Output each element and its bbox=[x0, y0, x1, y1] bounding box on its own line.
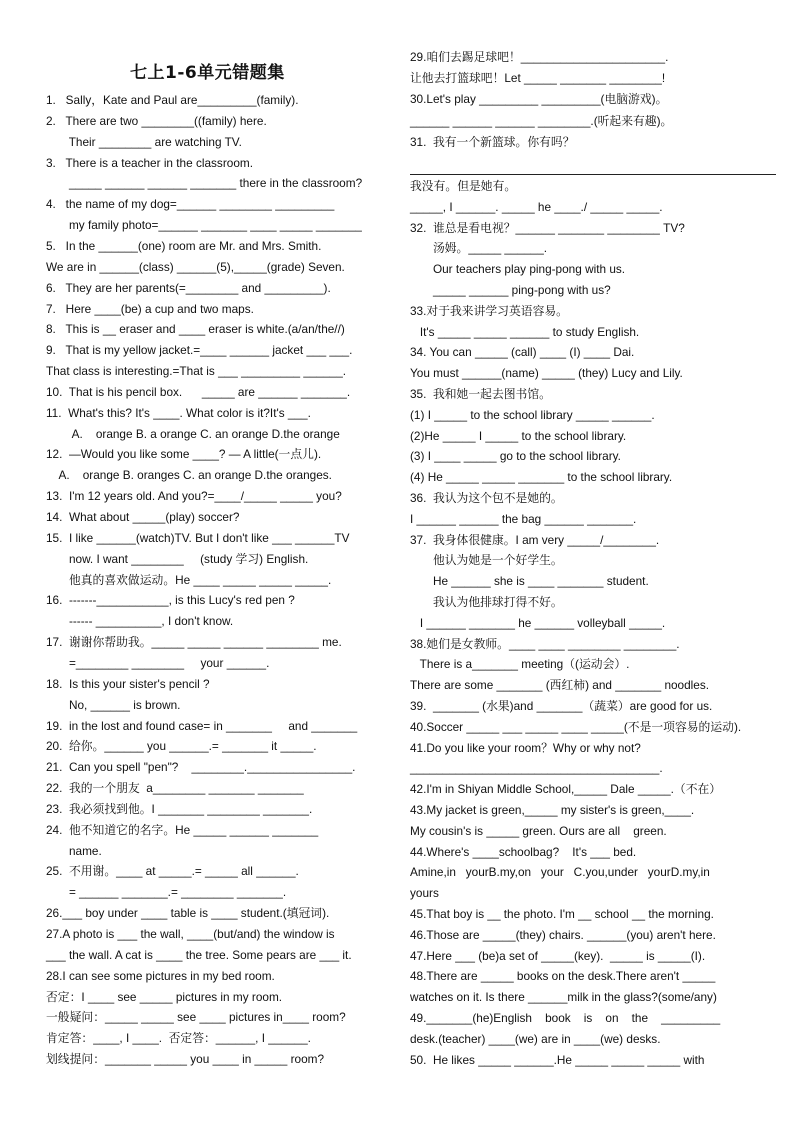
question-line: 9. That is my yellow jacket.=____ ______ jacket ___ ___. bbox=[46, 343, 353, 358]
question-line: 42.I'm in Shiyan Middle School,_____ Dale _____.（不在） bbox=[410, 782, 722, 797]
question-line: 15. I like ______(watch)TV. But I don't like ___ ______TV bbox=[46, 530, 350, 545]
question-line: 12. —Would you like some ____? — A little(一点儿). bbox=[46, 447, 322, 462]
question-line: 32. 谁总是看电视？______ _______ ________ TV? bbox=[410, 220, 685, 235]
question-line: 48.There are _____ books on the desk.There aren't _____ bbox=[410, 969, 716, 984]
question-line: = ______ _______.= ________ _______. bbox=[46, 885, 287, 900]
question-line: 29.咱们去踢足球吧！______________________. bbox=[410, 50, 669, 64]
question-line: 汤姆。_____ ______. bbox=[410, 241, 548, 256]
question-line: 3. There is a teacher in the classroom. bbox=[46, 155, 253, 170]
question-line: 30.Let's play _________ _________(电脑游戏)。 bbox=[410, 92, 668, 107]
question-line: We are in ______(class) ______(5),_____(grade) Seven. bbox=[46, 259, 345, 274]
question-line: 1. Sally，Kate and Paul are_________(family). bbox=[46, 93, 299, 107]
question-line: 2. There are two ________((family) here. bbox=[46, 113, 267, 128]
question-line: 37. 我身体很健康。I am very _____/________. bbox=[410, 532, 660, 547]
question-line: 40.Soccer _____ ___ _____ ____ _____(不是一项容易的运动). bbox=[410, 719, 742, 734]
question-line: _____ ______ ______ _______ there in the classroom? bbox=[46, 176, 363, 191]
question-line: Our teachers play ping-pong with us. bbox=[410, 262, 626, 277]
question-line: 18. Is this your sister's pencil ? bbox=[46, 676, 210, 691]
question-line: 19. in the lost and found case= in _______ and _______ bbox=[46, 718, 358, 733]
question-line: 划线提问：_______ _____ you ____ in _____ room? bbox=[46, 1052, 325, 1067]
question-line: 46.Those are _____(they) chairs. ______(you) aren't here. bbox=[410, 927, 716, 942]
question-line: 5. In the ______(one) room are Mr. and Mrs. Smith. bbox=[46, 238, 322, 253]
question-line: I ______ _______ he ______ volleyball _____. bbox=[410, 615, 666, 630]
question-line: ___ the wall. A cat is ____ the tree. Some pears are ___ it. bbox=[46, 947, 352, 962]
question-line: =________ ________ your ______. bbox=[46, 655, 270, 670]
question-line: 8. This is __ eraser and ____ eraser is white.(a/an/the//) bbox=[46, 322, 345, 337]
question-line: ------ __________, I don't know. bbox=[46, 614, 234, 629]
question-line: 一般疑问：_____ _____ see ____ pictures in____ room? bbox=[46, 1010, 346, 1025]
question-line: (2)He _____ I _____ to the school library. bbox=[410, 428, 627, 443]
question-line: I ______ ______ the bag ______ _______. bbox=[410, 511, 637, 526]
question-line: 20. 给你。______ you ______.= _______ it _____. bbox=[46, 739, 317, 754]
question-line: 肯定答：____, I ____. 否定答：______, I ______. bbox=[46, 1031, 311, 1046]
question-line: 34. You can _____ (call) ____ (I) ____ Dai. bbox=[410, 345, 635, 360]
question-line: 26.___ boy under ____ table is ____ student.(填冠词). bbox=[46, 906, 330, 921]
question-line: My cousin's is _____ green. Ours are all green. bbox=[410, 823, 667, 838]
question-line: 10. That is his pencil box. _____ are ______ _______. bbox=[46, 384, 351, 399]
question-line: yours bbox=[410, 886, 439, 901]
question-line: 11. What's this? It's ____. What color is it?It's ___. bbox=[46, 405, 311, 420]
question-line: 24. 他不知道它的名字。He _____ ______ _______ bbox=[46, 822, 319, 837]
question-line: 23. 我必须找到他。I _______ ________ _______. bbox=[46, 801, 313, 816]
question-line: It's _____ _____ ______ to study English. bbox=[410, 324, 640, 339]
question-line: No, ______ is brown. bbox=[46, 697, 181, 712]
question-line: 让他去打篮球吧！Let _____ _______ ________! bbox=[410, 71, 666, 86]
question-line: 27.A photo is ___ the wall, ____(but/and) the window is bbox=[46, 927, 335, 941]
question-line: A. orange B. oranges C. an orange D.the oranges. bbox=[46, 468, 332, 483]
question-line: 6. They are her parents(=________ and _________). bbox=[46, 280, 331, 295]
question-line: 14. What about _____(play) soccer? bbox=[46, 510, 240, 524]
question-line: 25. 不用谢。____ at _____.= _____ all ______. bbox=[46, 864, 299, 879]
question-line: 16. -------___________, is this Lucy's red pen ? bbox=[46, 593, 295, 608]
question-line: 7. Here ____(be) a cup and two maps. bbox=[46, 301, 254, 316]
question-line: (4) He _____ _____ _______ to the school library. bbox=[410, 470, 673, 485]
question-line: 45.That boy is __ the photo. I'm __ school __ the morning. bbox=[410, 907, 714, 921]
question-line: 我认为他排球打得不好。 bbox=[410, 595, 563, 609]
question-line: 43.My jacket is green,_____ my sister's is green,____. bbox=[410, 803, 695, 817]
question-line: 他认为她是一个好学生。 bbox=[410, 553, 563, 568]
question-line: 33.对于我来讲学习英语容易。 bbox=[410, 303, 568, 318]
question-line: There are some _______ (西红柿) and _______ noodles. bbox=[410, 678, 710, 693]
question-line: Their ________ are watching TV. bbox=[46, 134, 242, 149]
question-line: _____ ______ ping-pong with us? bbox=[410, 283, 611, 297]
question-line: 41.Do you like your room？Why or why not? bbox=[410, 740, 641, 755]
question-line: You must ______(name) _____ (they) Lucy and Lily. bbox=[410, 366, 683, 381]
question-line: Amine,in yourB.my,on your C.you,under yourD.my,in bbox=[410, 865, 710, 880]
question-line: 我没有。但是她有。 bbox=[410, 179, 517, 193]
question-line: He ______ she is ____ _______ student. bbox=[410, 574, 649, 589]
question-line: 21. Can you spell "pen"? ________.________________. bbox=[46, 760, 356, 775]
page-title: 七上1-6单元错题集 bbox=[130, 63, 285, 83]
question-line: desk.(teacher) ____(we) are in ____(we) desks. bbox=[410, 1031, 661, 1046]
question-line: (3) I ____ _____ go to the school library. bbox=[410, 449, 621, 464]
divider-line bbox=[410, 174, 776, 175]
question-line: A. orange B. a orange C. an orange D.the orange bbox=[46, 426, 340, 441]
question-line: watches on it. Is there ______milk in the glass?(some/any) bbox=[410, 990, 717, 1005]
question-line: 35. 我和她一起去图书馆。 bbox=[410, 387, 551, 401]
question-line: There is a_______ meeting（(运动会）. bbox=[410, 657, 630, 672]
question-line: 他真的喜欢做运动。He ____ _____ _____ _____. bbox=[46, 572, 332, 587]
question-line: _____, I ______. _____ he ____./ _____ _____. bbox=[410, 199, 663, 214]
question-line: ______________________________________. bbox=[410, 761, 663, 776]
question-line: (1) I _____ to the school library _____ ______. bbox=[410, 407, 655, 422]
question-line: ______ ______ ______ ________.(听起来有趣)。 bbox=[410, 113, 673, 128]
question-line: 22. 我的一个朋友 a________ _______ _______ bbox=[46, 781, 304, 796]
question-line: 28.I can see some pictures in my bed room. bbox=[46, 968, 275, 983]
question-line: 47.Here ___ (be)a set of _____(key). _____ is _____(I). bbox=[410, 948, 706, 963]
question-line: 39. _______ (水果)and _______（蔬菜）are good for us. bbox=[410, 699, 713, 713]
question-line: 44.Where's ____schoolbag? It's ___ bed. bbox=[410, 844, 637, 859]
question-line: 否定：I ____ see _____ pictures in my room. bbox=[46, 989, 283, 1004]
question-line: That class is interesting.=That is ___ _________ ______. bbox=[46, 364, 347, 379]
question-line: name. bbox=[46, 843, 102, 858]
question-line: 50. He likes _____ ______.He _____ _____ _____ with bbox=[410, 1052, 705, 1067]
question-line: 31. 我有一个新篮球。你有吗？ bbox=[410, 134, 575, 149]
question-line: 17. 谢谢你帮助我。_____ _____ ______ ________ me. bbox=[46, 635, 342, 650]
question-line: 49._______(he)English book is on the _________ bbox=[410, 1011, 721, 1025]
question-line: 36. 我认为这个包不是她的。 bbox=[410, 491, 563, 505]
question-line: 13. I'm 12 years old. And you?=____/_____ _____ you? bbox=[46, 489, 342, 504]
question-line: 38.她们是女教师。____ ____ ________ ________. bbox=[410, 636, 680, 651]
question-line: my family photo=______ _______ ____ _____ _______ bbox=[46, 218, 362, 233]
question-line: now. I want ________ (study 学习) English. bbox=[46, 551, 309, 566]
question-line: 4. the name of my dog=______ ________ _________ bbox=[46, 197, 335, 212]
